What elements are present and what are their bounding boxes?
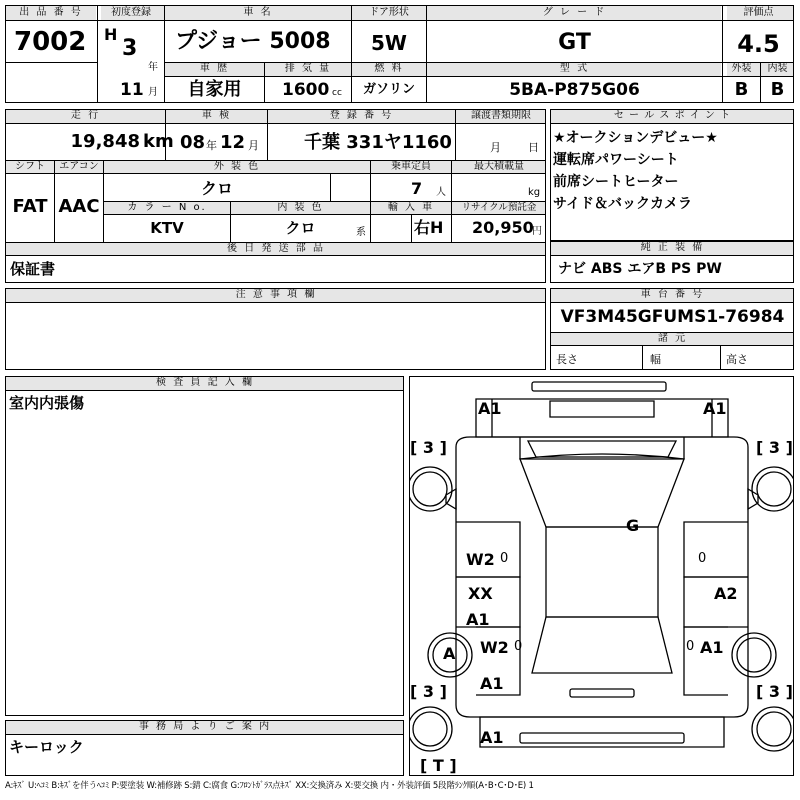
sales-points-label: セ ー ル ス ポ イ ン ト	[613, 110, 732, 121]
inspection-month: 12	[220, 132, 246, 153]
color-no-label: カ ラ ー N o.	[127, 202, 207, 213]
rear-right-mark: [ 3 ]	[756, 682, 793, 701]
first-reg-year: 3	[122, 36, 138, 61]
car-name: プジョー 5008	[175, 29, 331, 54]
length-label: 長さ	[556, 353, 578, 366]
ext-color-label: 外 装 色	[213, 161, 261, 172]
shift: FAT	[12, 196, 48, 217]
mid-left-damage: A1	[466, 610, 490, 629]
displacement-label: 排 気 量	[284, 63, 332, 74]
door-front-left-mark: 0	[500, 551, 509, 566]
recycle-value: 20,950	[472, 218, 534, 237]
cc-unit: cc	[332, 88, 342, 98]
exterior-label: 外装	[731, 63, 752, 74]
door-rear-left-damage: W2	[480, 638, 509, 657]
chassis-number: VF3M45GFUMS1-76984	[560, 307, 785, 327]
notes-label: 注 意 事 項 欄	[235, 289, 317, 300]
color-no: KTV	[150, 219, 184, 237]
roof-damage: G	[626, 516, 640, 535]
year-unit: 年	[148, 62, 158, 73]
rear-left-mark: [ 3 ]	[410, 682, 447, 701]
height-label: 高さ	[726, 353, 748, 366]
ext-color: クロ	[200, 179, 233, 198]
door-front-right-mark: 0	[698, 551, 707, 566]
mid-right-damage: A2	[714, 584, 738, 603]
later-parts-box	[5, 255, 546, 283]
fuel: ガソリン	[362, 82, 415, 97]
model-code-label: 型 式	[559, 63, 590, 74]
damage-diagram	[409, 376, 794, 776]
legend: A:ｷｽﾞ U:ﾍｺﾐ B:ｷｽﾞを伴うﾍｺﾐ P:要塗装 W:補修跡 S:錆 C:腐食 G:ﾌﾛﾝﾄｶﾞﾗｽ点ｷｽﾞ XX:交換済み X:要交換 内・外装評価 5段階ﾗﾝｸ順(A･B･C･D･E) 1	[5, 781, 534, 791]
mileage-unit: km	[143, 131, 174, 152]
first-reg-month: 11	[120, 80, 144, 100]
door-label: ドア形状	[369, 7, 409, 18]
genuine-equipment: ナビ ABS エアB PS PW	[558, 261, 722, 277]
car-outline	[410, 377, 793, 775]
insp-month-unit: 月	[248, 139, 259, 152]
model-code: 5BA-P875G06	[509, 80, 640, 100]
mileage-label: 走 行	[70, 110, 101, 121]
rear-left-damage: A1	[480, 674, 504, 693]
score-label: 評価点	[743, 7, 774, 18]
door-type: 5W	[371, 31, 407, 55]
bumper-right-mark: [ 3 ]	[756, 438, 793, 457]
car-name-label: 車 名	[243, 7, 273, 18]
lot-number: 7002	[14, 27, 87, 57]
sales-point-1: ★オークションデビュー★	[553, 130, 718, 146]
inspector-box	[5, 376, 404, 716]
door-rear-left-mark: 0	[514, 639, 523, 654]
front-right-damage: A1	[703, 399, 727, 418]
later-parts: 保証書	[10, 260, 56, 278]
sales-point-2: 運転席パワーシート	[553, 152, 679, 168]
transfer-deadline-label: 譲渡書類期限	[471, 110, 531, 121]
import-label: 輸 入 車	[387, 202, 435, 213]
int-color-label: 内 装 色	[277, 202, 324, 213]
bumper-left-mark: [ 3 ]	[410, 438, 447, 457]
capacity: 7	[411, 179, 423, 198]
inspector-label: 検 査 員 記 入 欄	[156, 377, 254, 388]
int-color-unit: 系	[356, 227, 366, 238]
width-label: 幅	[650, 353, 661, 366]
displacement: 1600	[282, 80, 330, 100]
deadline-day: 日	[528, 141, 539, 154]
later-parts-label: 後 日 発 送 部 品	[227, 243, 325, 254]
exterior-grade: B	[734, 79, 749, 100]
door-rear-right-mark: 0	[686, 639, 695, 654]
grade-label: グ レ ー ド	[542, 7, 607, 18]
era-letter: H	[104, 25, 118, 44]
bottom-damage: A1	[480, 728, 504, 747]
fuel-label: 燃 料	[374, 63, 404, 74]
rear-right-damage: A1	[700, 638, 724, 657]
recycle-unit: 円	[532, 226, 542, 237]
inspection-label: 車 検	[201, 110, 232, 121]
aircon-label: エアコン	[59, 161, 99, 172]
office-label: 事 務 局 よ り ご 案 内	[138, 721, 272, 732]
shift-label: シフト	[15, 161, 45, 172]
history-label: 車 歴	[199, 63, 230, 74]
deadline-month: 月	[490, 141, 501, 154]
sales-point-3: 前席シートヒーター	[553, 174, 679, 190]
aircon: AAC	[58, 196, 100, 217]
registration-label: 登 録 番 号	[329, 110, 394, 121]
door-front-left-damage: W2	[466, 550, 495, 569]
genuine-equipment-label: 純 正 装 備	[640, 242, 705, 253]
lot-number-label: 出 品 番 号	[19, 7, 83, 18]
inspection-year: 08	[180, 132, 206, 153]
chassis-label: 車 台 番 号	[640, 289, 705, 300]
recycle-label: リサイクル預託金	[461, 202, 537, 213]
interior-grade: B	[770, 79, 785, 100]
grade: GT	[558, 30, 591, 55]
load-unit: kg	[528, 187, 541, 198]
registration-number: 千葉 331ヤ1160	[304, 132, 452, 153]
insp-year-unit: 年	[206, 139, 217, 152]
import-value: 右H	[414, 218, 444, 237]
sales-point-4: サイド＆バックカメラ	[553, 196, 693, 212]
history: 自家用	[187, 79, 242, 100]
score: 4.5	[737, 30, 780, 58]
front-left-damage: A1	[478, 399, 502, 418]
mid-left-exchange: XX	[468, 584, 493, 603]
wheel-front-left-damage: A	[443, 644, 456, 663]
inspector-note: 室内内張傷	[9, 394, 85, 412]
int-color: クロ	[285, 219, 316, 237]
max-load-label: 最大積載量	[474, 161, 524, 172]
dims-label: 諸 元	[657, 333, 688, 344]
capacity-label: 乗車定員	[391, 161, 431, 172]
tail-mark: [ T ]	[420, 756, 457, 775]
month-unit: 月	[148, 87, 158, 98]
office-note: キーロック	[9, 738, 84, 756]
mileage: 19,848	[70, 131, 140, 152]
capacity-unit: 人	[436, 187, 446, 198]
interior-label: 内装	[767, 63, 788, 74]
first-registration-label: 初度登録	[111, 7, 151, 18]
